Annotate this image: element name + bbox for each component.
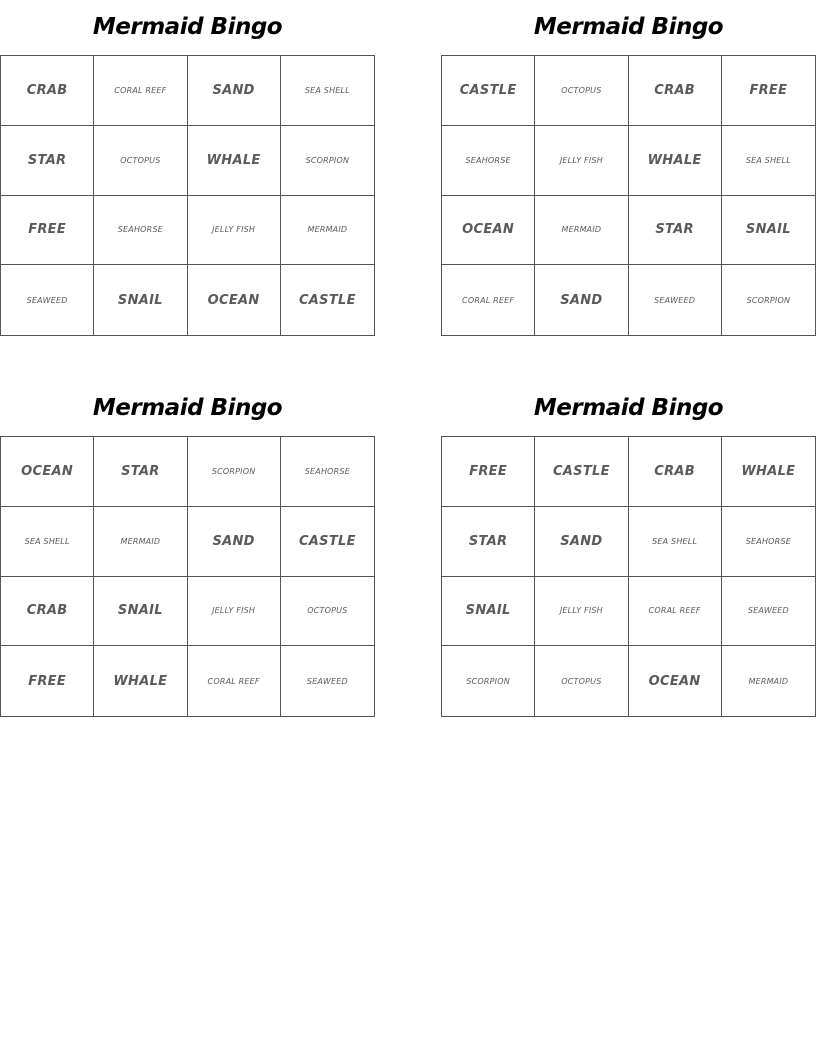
bingo-cell: CRAB	[629, 437, 722, 507]
bingo-cell: OCEAN	[188, 265, 281, 335]
bingo-cell: STAR	[1, 126, 94, 196]
bingo-cell: OCEAN	[629, 646, 722, 716]
bingo-cell: OCTOPUS	[281, 577, 374, 647]
bingo-cell: SAND	[535, 265, 628, 335]
bingo-cell: SEAHORSE	[722, 507, 815, 577]
bingo-cell: MERMAID	[748, 676, 789, 686]
bingo-cell: WHALE	[629, 126, 722, 196]
bingo-cell: SAND	[188, 56, 281, 126]
bingo-cell: SNAIL	[94, 265, 187, 335]
bingo-cell: SAND	[188, 507, 281, 577]
bingo-cell: CASTLE	[442, 56, 535, 126]
bingo-cell: SCORPION	[442, 646, 535, 716]
bingo-cell: SEA SHELL	[629, 507, 722, 577]
bingo-cell: FREE	[722, 56, 815, 126]
bingo-cell: SEAHORSE	[94, 196, 187, 266]
bingo-cell: CASTLE	[298, 292, 356, 308]
bingo-cell: WHALE	[188, 126, 281, 196]
bingo-grid	[441, 55, 816, 336]
bingo-cell: SCORPION	[281, 126, 374, 196]
bingo-cell: FREE	[442, 437, 535, 507]
bingo-grid	[0, 55, 375, 336]
bingo-cell: STAR	[442, 507, 535, 577]
card-title: Mermaid Bingo	[92, 14, 283, 40]
bingo-cell: CRAB	[629, 56, 722, 126]
card-title: Mermaid Bingo	[533, 395, 724, 421]
bingo-grid	[0, 436, 375, 717]
bingo-cell: MERMAID	[281, 196, 374, 266]
bingo-cell: SEA SHELL	[722, 126, 815, 196]
bingo-cell: JELLY FISH	[535, 126, 628, 196]
bingo-cell: JELLY FISH	[188, 196, 281, 266]
bingo-cell: SEAWEED	[629, 265, 722, 335]
bingo-cell: SEAWEED	[1, 265, 94, 335]
bingo-cell: SEAWEED	[722, 577, 815, 647]
bingo-cell: CORAL REEF	[94, 56, 187, 126]
bingo-cell: SNAIL	[442, 577, 535, 647]
bingo-cell: SCORPION	[188, 437, 281, 507]
bingo-cell: SEA SHELL	[281, 56, 374, 126]
bingo-cell: OCTOPUS	[535, 56, 628, 126]
bingo-cell: WHALE	[94, 646, 187, 716]
bingo-cell: SEAWEED	[306, 676, 348, 686]
bingo-cell: SEAHORSE	[281, 437, 374, 507]
bingo-cell: SEAHORSE	[442, 126, 535, 196]
bingo-cell: JELLY FISH	[188, 577, 281, 647]
bingo-cell: CASTLE	[535, 437, 628, 507]
bingo-cell: OCEAN	[442, 196, 535, 266]
bingo-cell: CORAL REEF	[188, 646, 281, 716]
card-title: Mermaid Bingo	[92, 395, 283, 421]
bingo-cell: OCEAN	[1, 437, 94, 507]
bingo-cell: SNAIL	[94, 577, 187, 647]
bingo-cell: OCTOPUS	[535, 646, 628, 716]
bingo-cell: STAR	[629, 196, 722, 266]
bingo-cell: MERMAID	[535, 196, 628, 266]
bingo-cell: OCTOPUS	[94, 126, 187, 196]
bingo-grid	[441, 436, 816, 717]
bingo-cell: SNAIL	[722, 196, 815, 266]
bingo-cell: MERMAID	[94, 507, 187, 577]
bingo-cell: STAR	[94, 437, 187, 507]
bingo-cell: CASTLE	[281, 507, 374, 577]
bingo-cell: CRAB	[1, 577, 94, 647]
card-title: Mermaid Bingo	[533, 14, 724, 40]
bingo-cell: CORAL REEF	[442, 265, 535, 335]
bingo-cell: CRAB	[1, 56, 94, 126]
bingo-cell: SCORPION	[746, 295, 791, 305]
bingo-cell: SAND	[535, 507, 628, 577]
bingo-cell: SEA SHELL	[1, 507, 94, 577]
bingo-cell: WHALE	[722, 437, 815, 507]
bingo-cell: FREE	[1, 196, 94, 266]
bingo-cell: JELLY FISH	[535, 577, 628, 647]
bingo-cell: FREE	[1, 646, 94, 716]
bingo-cell: CORAL REEF	[629, 577, 722, 647]
